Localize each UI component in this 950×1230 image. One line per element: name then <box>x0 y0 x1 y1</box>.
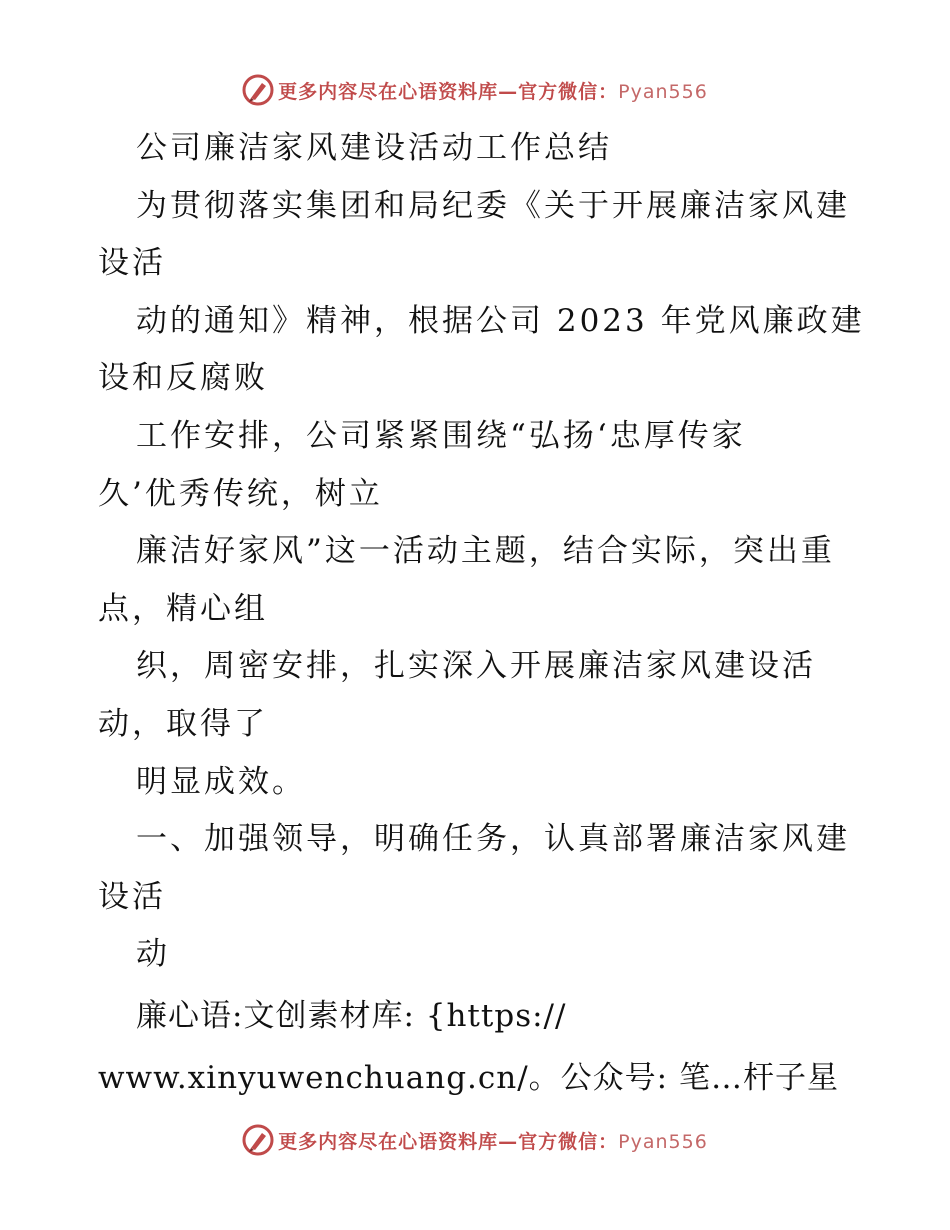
paragraph-line: 动的通知》精神，根据公司 2023 年党风廉政建 <box>136 303 865 339</box>
footer-banner-wechat: Pyan556 <box>618 1130 708 1153</box>
paragraph-line: 点，精心组 <box>98 591 268 627</box>
paragraph-line: 久’优秀传统，树立 <box>98 476 383 512</box>
section-heading-line: 一、加强领导，明确任务，认真部署廉洁家风建 <box>136 821 850 857</box>
paragraph-line: 设活 <box>98 245 166 281</box>
paragraph-line: 工作安排，公司紧紧围绕“弘扬‘忠厚传家 <box>136 418 746 454</box>
paragraph-line: 廉洁好家风”这一活动主题，结合实际，突出重 <box>136 533 835 569</box>
header-banner-wechat: Pyan556 <box>618 80 708 103</box>
footer-banner-label: 更多内容尽在心语资料库—官方微信： <box>278 1130 619 1153</box>
section-heading-line: 设活 <box>98 879 166 915</box>
paragraph-line: 为贯彻落实集团和局纪委《关于开展廉洁家风建 <box>136 188 850 224</box>
document-title: 公司廉洁家风建设活动工作总结 <box>136 130 612 166</box>
footer-banner-text <box>278 1127 708 1154</box>
paragraph-line: 明显成效。 <box>136 764 306 800</box>
paragraph-line: www.xinyuwenchuang.cn/。公众号: 笔…杆子星 <box>98 1060 839 1096</box>
paragraph-line: 廉心语:文创素材库: {https:// <box>136 998 567 1034</box>
paragraph-line: 织，周密安排，扎实深入开展廉洁家风建设活 <box>136 648 816 684</box>
header-banner-label: 更多内容尽在心语资料库—官方微信： <box>278 80 619 103</box>
section-heading-line: 动 <box>136 936 170 972</box>
header-watermark-banner <box>0 70 950 110</box>
paragraph-line: 动，取得了 <box>98 706 268 742</box>
header-banner-text <box>278 77 708 104</box>
footer-watermark-banner <box>0 1120 950 1160</box>
paragraph-line: 设和反腐败 <box>98 360 268 396</box>
pen-logo-icon <box>242 1124 274 1156</box>
pen-logo-icon <box>242 74 274 106</box>
